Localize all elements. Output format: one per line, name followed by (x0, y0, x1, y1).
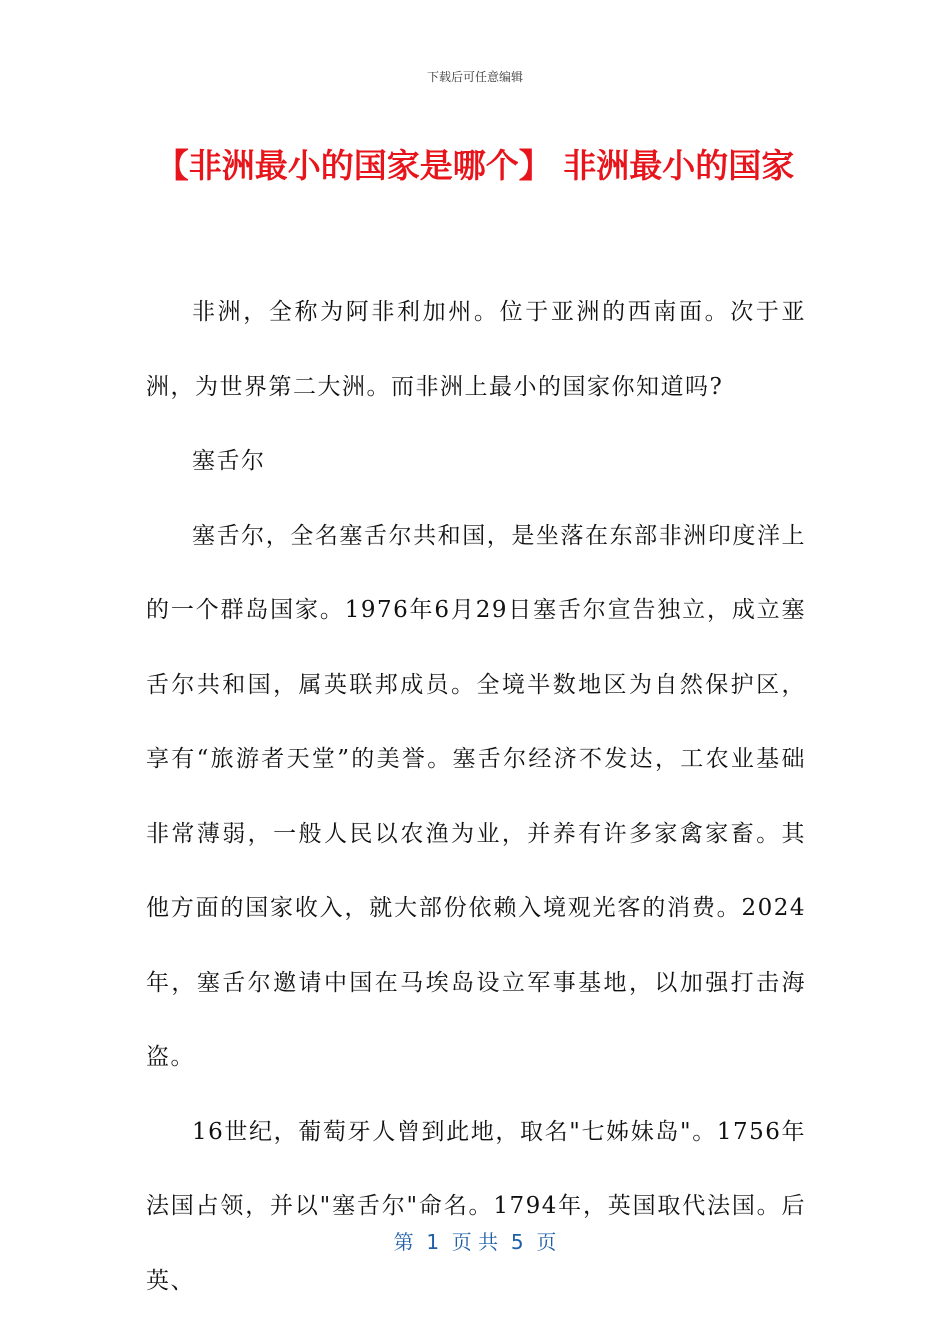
document-body (146, 275, 806, 1318)
header-note: 下载后可任意编辑 (426, 70, 523, 84)
paragraph-seychelles-history: 16世纪，葡萄牙人曾到此地，取名"七姊妹岛"。1756年法国占领，并以"塞舌尔"命名。1794年，英国取代法国。后英、 (146, 1118, 806, 1294)
paragraph-intro: 非洲，全称为阿非利加州。位于亚洲的西南面。次于亚洲，为世界第二大洲。而非洲上最小的国家你知道吗? (146, 299, 806, 400)
paragraph-seychelles-overview: 塞舌尔，全名塞舌尔共和国，是坐落在东部非洲印度洋上的一个群岛国家。1976年6月29日塞舌尔宣告独立，成立塞舌尔共和国，属英联邦成员。全境半数地区为自然保护区，享有“旅游者天堂”的美誉。塞舌尔经济不发达，工农业基础非常薄弱，一般人民以农渔为业，并养有许多家禽家畜。其他方面的国家收入，就大部份依赖入境观光客的消费。2024年，塞舌尔邀请中国在马埃岛设立军事基地，以加强打击海盗。 (146, 522, 806, 1070)
paragraph-heading-seychelles: 塞舌尔 (192, 448, 266, 474)
page-number-footer: 第 1 页 共 5 页 (393, 1230, 557, 1254)
document-title: 【非洲最小的国家是哪个】 非洲最小的国家 (155, 146, 795, 185)
